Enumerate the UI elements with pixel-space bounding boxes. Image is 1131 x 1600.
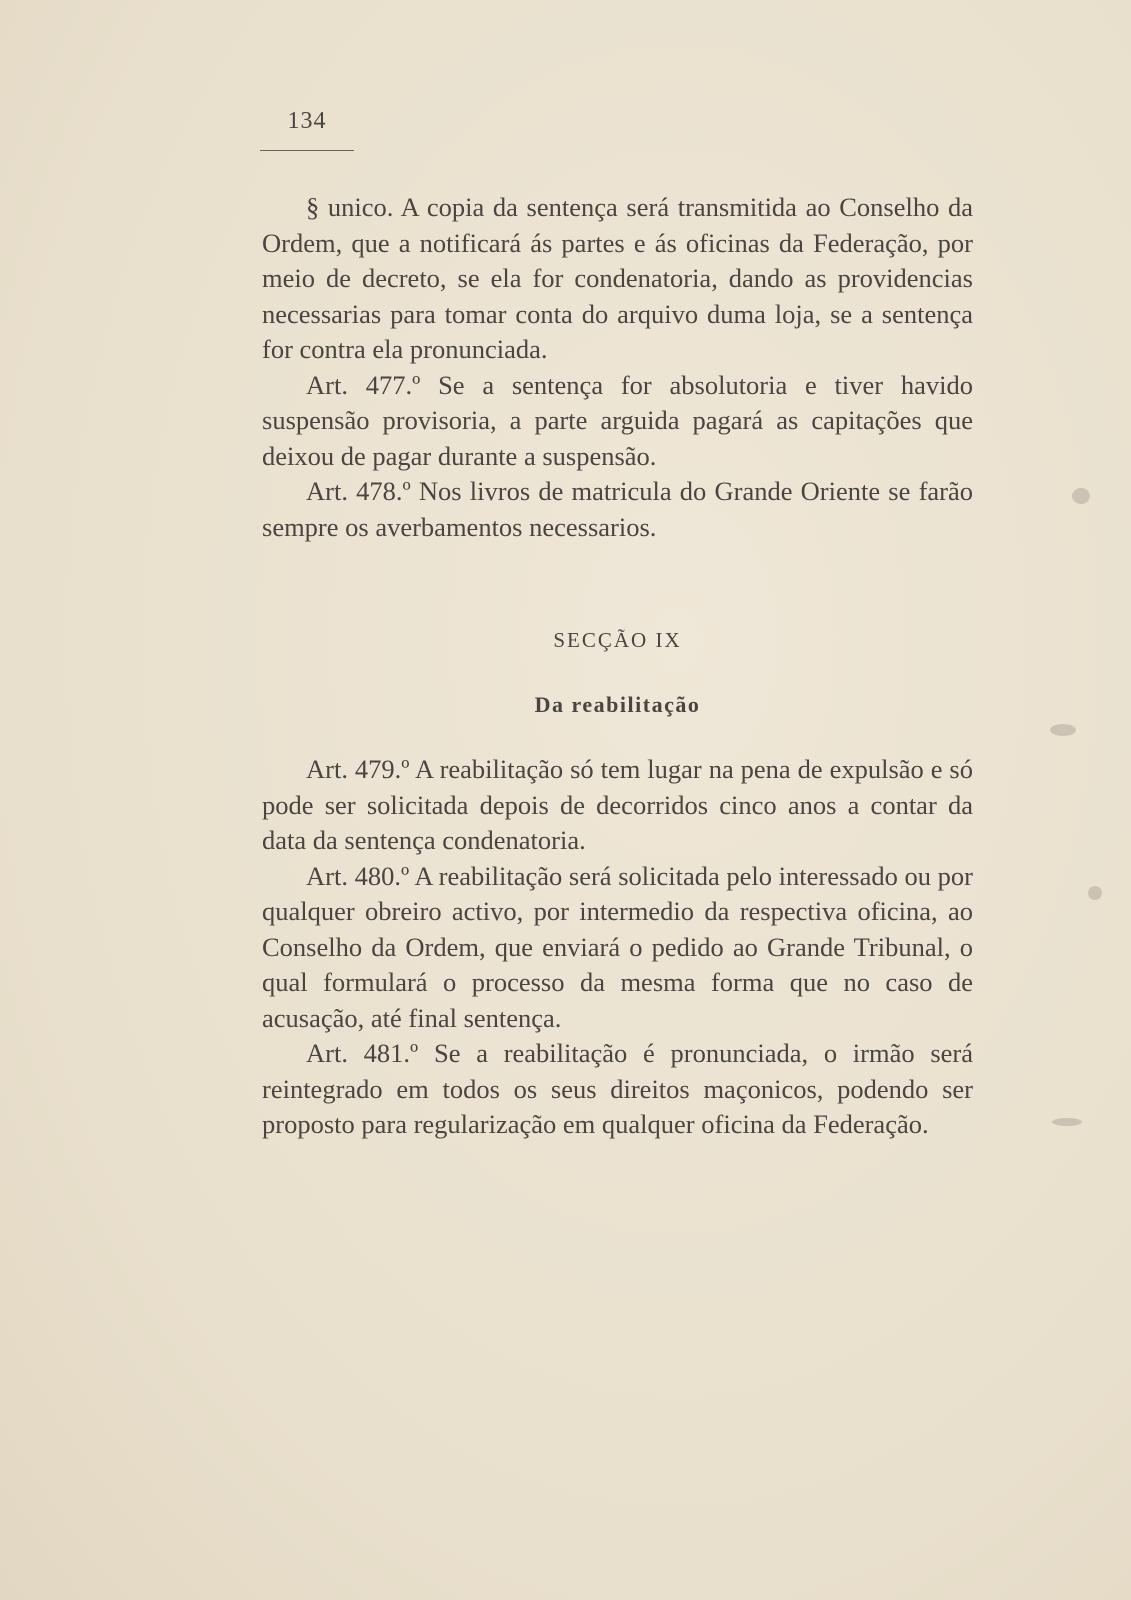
paragraph-art-479: Art. 479.º A reabilitação só tem lugar na pena de expulsão e só pode ser solicitada depois de decorridos cinco anos a contar da data da sentença condenatoria. — [262, 754, 973, 855]
section-title: SECÇÃO IX — [553, 628, 682, 652]
paragraph-art-480: Art. 480.º A reabilitação será solicitada pelo interessado ou por qualquer obreiro activo, por intermedio da respectiva oficina, ao Conselho da Ordem, que enviará o pedido ao Grande Tribunal, o qual formulará o processo da mesma forma que no caso de acusação, até final sentença. — [262, 860, 973, 1033]
paragraph-art-478: Art. 478.º Nos livros de matricula do Grande Oriente se farão sempre os averbamentos necessarios. — [262, 476, 973, 542]
subsection-title: Da reabilitação — [534, 692, 701, 717]
page-number-rule — [260, 150, 354, 151]
paper-stain — [1088, 886, 1102, 900]
body-text-upper — [262, 190, 973, 545]
paper-stain — [1072, 488, 1090, 504]
paper-stain — [1050, 724, 1076, 736]
page-number: 134 — [287, 108, 327, 134]
body-text-lower — [262, 752, 973, 1143]
paper-stain — [1052, 1118, 1082, 1126]
paragraph-art-477: Art. 477.º Se a sentença for absolutoria e tiver havido suspensão provisoria, a parte arguida pagará as capitações que deixou de pagar durante a suspensão. — [262, 369, 973, 471]
paragraph-unico: § unico. A copia da sentença será transmitida ao Conselho da Ordem, que a notificará ás partes e ás oficinas da Federação, por meio de decreto, se ela for condenatoria, dando as providencias necessarias para tomar conta do arquivo duma loja, se a sentença for contra ela pronunciada. — [262, 192, 973, 364]
paragraph-art-481: Art. 481.º Se a reabilitação é pronunciada, o irmão será reintegrado em todos os seus direitos maçonicos, podendo ser proposto para regularização em qualquer oficina da Federação. — [262, 1038, 973, 1139]
